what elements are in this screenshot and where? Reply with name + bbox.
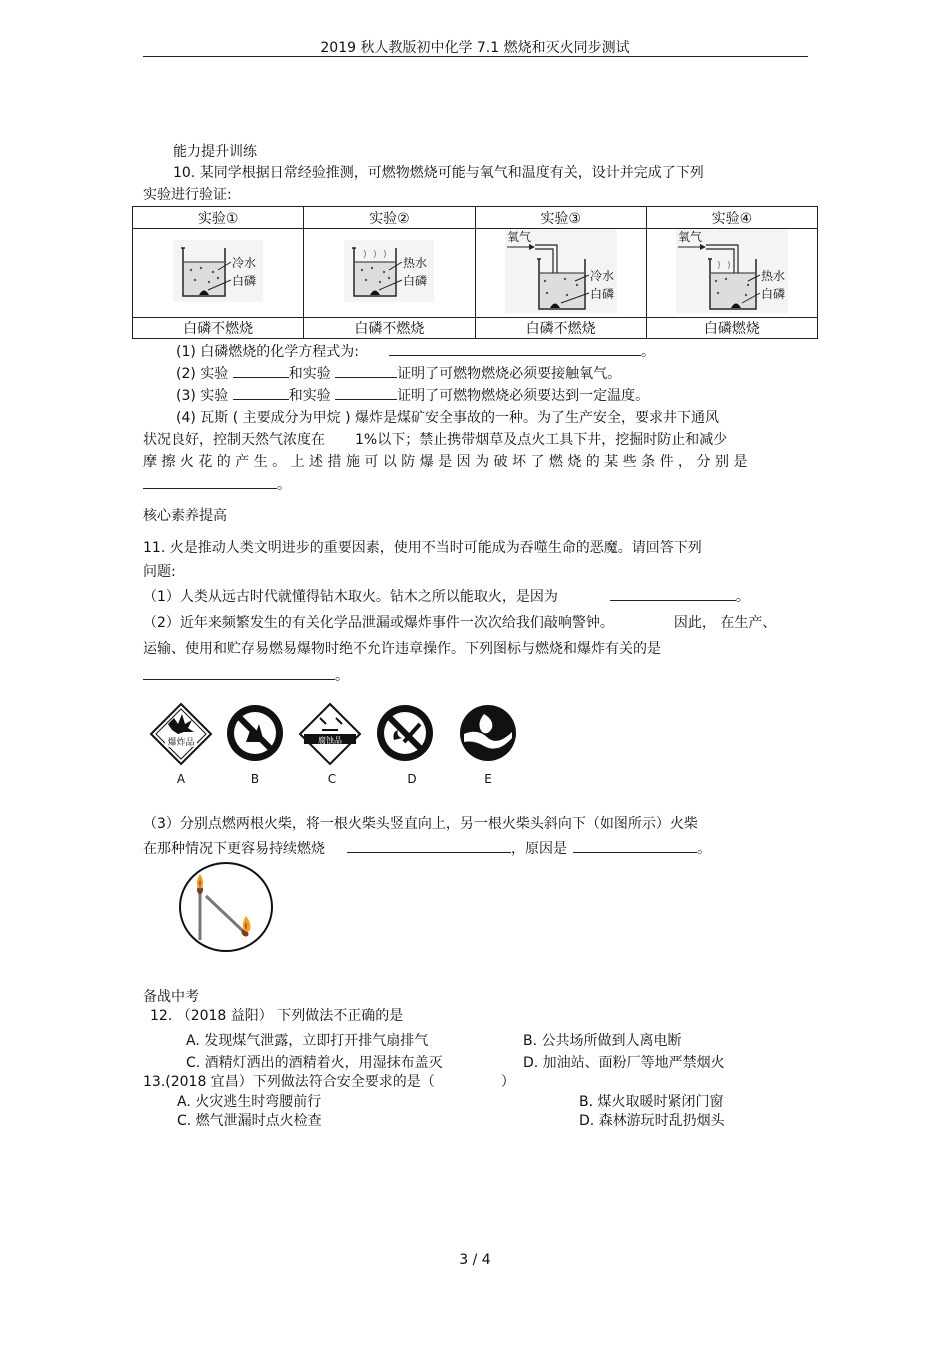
q13-option-c: C. 燃气泄漏时点火检查 [177,1113,322,1129]
sign-label-b: B [250,772,260,786]
exp-figure-4 [646,229,817,318]
q12-option-a: A. 发现煤气泄露，立即打开排气扇排气 [186,1033,429,1049]
explosive-sign-text: 爆炸品 [167,738,195,748]
q10-part3-text-c: 证明了可燃物燃烧必须要达到一定温度。 [397,388,650,404]
q11-part2-end: 。 [335,668,349,684]
label-cold-water: 冷水 [232,256,257,270]
q10-part4-line2 [143,429,727,449]
q10-part2 [176,363,621,383]
q10-part1-text: (1) 白磷燃烧的化学方程式为: [176,344,359,360]
q11-part1-end: 。 [735,589,750,605]
q11-part2-line1-b: 因此， 在生产、 [673,615,777,631]
label-hot-water: 热水 [403,256,428,270]
label-white-phosphorus: 白磷 [589,287,614,301]
q10-part2-text-b: 和实验 [288,366,331,382]
flammable-sign-icon [460,705,516,761]
sign-label-d: D [407,772,417,786]
exp-result-4: 白磷燃烧 [646,318,817,339]
answer-blank[interactable] [233,387,289,400]
q12-option-b: B. 公共场所做到人离电断 [523,1033,682,1049]
header-rule [143,56,808,57]
label-white-phosphorus: 白磷 [403,274,428,288]
sign-label-a: A [176,772,186,786]
hazard-signs [148,702,528,768]
q10-part1 [176,341,655,361]
q12-stem: 12. （2018 益阳） 下列做法不正确的是 [150,1008,404,1024]
q10-part1-end: 。 [641,344,655,360]
answer-blank[interactable] [143,667,335,680]
q11-part1-text: （1）人类从远古时代就懂得钻木取火。钻木之所以能取火，是因为 [143,589,558,605]
label-white-phosphorus: 白磷 [760,287,785,301]
answer-blank[interactable] [335,387,397,400]
no-fire-sign-icon [227,705,283,761]
q11-part3-end: 。 [697,841,711,857]
exp-result-1: 白磷不燃烧 [133,318,304,339]
q10-part4-line2-a: 状况良好，控制天然气浓度在 [143,432,325,448]
q11-part2-line3 [143,665,349,685]
q10-part3 [176,385,649,405]
q12-option-d: D. 加油站、面粉厂等地严禁烟火 [523,1055,725,1071]
q11-part1 [143,586,750,606]
beaker-cold-water-figure [173,240,263,302]
q11-stem-line2: 问题: [143,564,176,580]
section-heading-exam: 备战中考 [143,989,199,1005]
corrosive-sign-text: 腐蚀品 [318,736,342,745]
q11-part2-line2: 运输、使用和贮存易燃易爆物时绝不允许违章操作。下列图标与燃烧和爆炸有关的是 [143,641,661,657]
beaker-oxygen-cold-water-figure [505,229,617,313]
q13-stem-text: 13.(2018 宜昌）下列做法符合安全要求的是（ [143,1074,435,1090]
document-header: 2019 秋人教版初中化学 7.1 燃烧和灭火同步测试 [320,40,630,56]
q10-part4-line2-b: 1%以下；禁止携带烟草及点火工具下井，挖掘时防止和减少 [355,432,728,448]
beaker-oxygen-hot-water-figure [676,229,788,313]
label-oxygen: 氧气 [677,230,702,244]
beaker-hot-water-figure [344,240,434,302]
q10-part2-text-c: 证明了可燃物燃烧必须要接触氧气。 [397,366,622,382]
q10-part2-text-a: (2) 实验 [176,366,229,382]
answer-blank[interactable] [233,365,289,378]
corrosive-sign-icon [300,704,360,764]
q12-option-c: C. 酒精灯洒出的酒精着火，用湿抹布盖灭 [186,1055,443,1071]
q11-part2-line1 [143,612,776,632]
answer-blank[interactable] [389,343,641,356]
q10-part3-text-a: (3) 实验 [176,388,229,404]
answer-blank[interactable] [335,365,397,378]
sign-label-c: C [327,772,337,786]
q10-part4-line1: (4) 瓦斯 ( 主要成分为甲烷 ) 爆炸是煤矿安全事故的一种。为了生产安全，要求井下通风 [176,410,720,426]
exp-header-4: 实验④ [646,207,817,229]
page-number: 3 / 4 [459,1252,491,1268]
no-smoking-sign-icon [377,705,433,761]
q11-part3-line2-a: 在那种情况下更容易持续燃烧 [143,841,325,857]
answer-blank[interactable] [143,476,277,489]
label-hot-water: 热水 [760,269,785,283]
explosive-sign-icon [151,704,211,764]
q11-stem-line1: 11. 火是推动人类文明进步的重要因素，使用不当时可能成为吞噬生命的恶魔。请回答下列 [143,540,702,556]
label-oxygen: 氧气 [506,230,531,244]
exp-header-2: 实验② [304,207,475,229]
q10-part4-line3: 摩 擦 火 花 的 产 生 。 上 述 措 施 可 以 防 爆 是 因 为 破 坏 了 燃 烧 的 某 些 条 件 ， 分 别 是 [143,454,748,470]
q11-part3-line1: （3）分别点燃两根火柴，将一根火柴头竖直向上，另一根火柴头斜向下（如图所示）火柴 [143,816,698,832]
sign-label-e: E [484,772,492,786]
exp-figure-1 [133,229,304,318]
q13-stem-close: ） [500,1074,515,1090]
exp-header-3: 实验③ [475,207,646,229]
q13-option-a: A. 火灾逃生时弯腰前行 [177,1094,322,1110]
q10-stem-line2: 实验进行验证: [143,187,232,203]
section-heading-core: 核心素养提高 [143,508,227,524]
q10-stem-line1: 10. 某同学根据日常经验推测，可燃物燃烧可能与氧气和温度有关，设计并完成了下列 [173,165,704,181]
answer-blank[interactable] [347,840,511,853]
q13-option-d: D. 森林游玩时乱扔烟头 [579,1113,725,1129]
label-cold-water: 冷水 [589,269,614,283]
answer-blank[interactable] [610,588,736,601]
exp-figure-2 [304,229,475,318]
experiment-table [132,206,818,339]
q13-option-b: B. 煤火取暖时紧闭门窗 [579,1094,724,1110]
exp-header-1: 实验① [133,207,304,229]
q10-part4-end: 。 [277,477,291,493]
q11-part3-line2 [143,838,711,858]
exp-result-2: 白磷不燃烧 [304,318,475,339]
q10-part4-line4 [143,474,291,494]
section-heading-ability: 能力提升训练 [173,144,257,160]
exp-figure-3 [475,229,646,318]
exp-result-3: 白磷不燃烧 [475,318,646,339]
q11-part2-line1-a: （2）近年来频繁发生的有关化学品泄漏或爆炸事件一次次给我们敲响警钟。 [143,615,614,631]
q11-part3-line2-b: ，原因是 [511,841,567,857]
q10-part3-text-b: 和实验 [288,388,331,404]
label-white-phosphorus: 白磷 [232,274,257,288]
q13-stem [143,1071,515,1091]
answer-blank[interactable] [573,840,697,853]
matches-figure [176,860,276,954]
